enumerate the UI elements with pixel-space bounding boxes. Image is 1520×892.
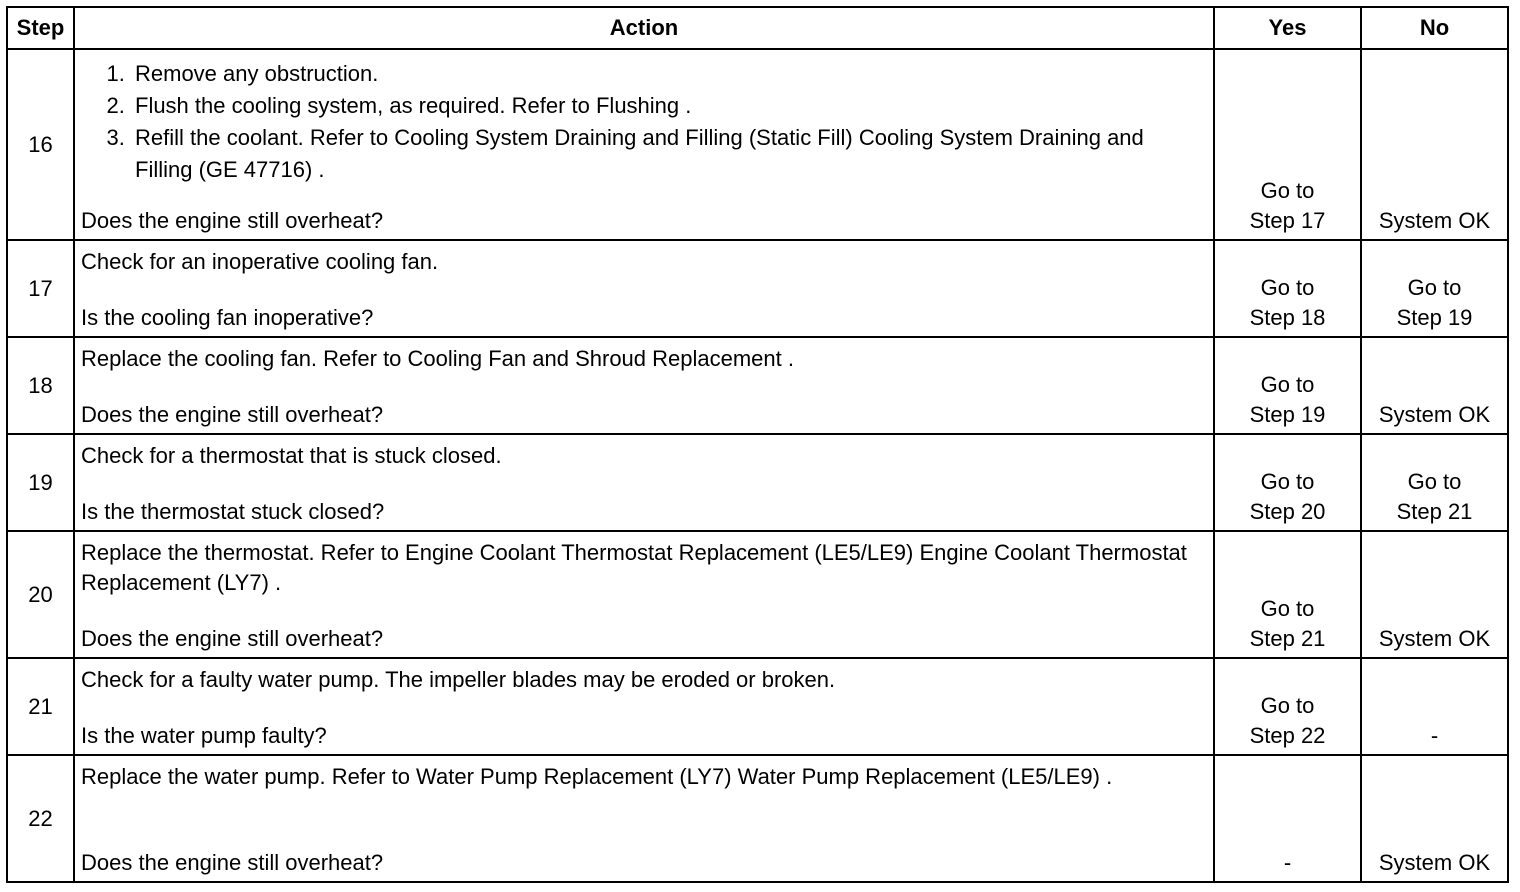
- no-result: [1361, 434, 1508, 531]
- header-no: No: [1361, 7, 1508, 49]
- step-number: 17: [7, 240, 74, 337]
- action-question: Is the water pump faulty?: [81, 723, 327, 748]
- table-row: [7, 434, 1508, 531]
- action-steps-list: [81, 58, 1207, 186]
- yes-result: [1214, 755, 1361, 882]
- yes-result-line: Go to: [1260, 596, 1315, 621]
- action-text: Replace the thermostat. Refer to Engine Coolant Thermostat Replacement (LE5/LE9) Engine Coolant Thermostat Replacement (LY7) .: [81, 540, 1187, 595]
- table-row: [7, 531, 1508, 658]
- yes-result: [1214, 337, 1361, 434]
- no-result-line: System OK: [1378, 208, 1491, 233]
- no-result-line: Go to: [1407, 275, 1462, 300]
- no-result-line: Step 19: [1396, 305, 1473, 330]
- no-result: [1361, 337, 1508, 434]
- action-step-item: 2. Flush the cooling system, as required. Refer to Flushing .: [131, 90, 1207, 122]
- yes-result-line: Go to: [1260, 178, 1315, 203]
- action-step-item: 1. Remove any obstruction.: [131, 58, 1207, 90]
- action-cell: [74, 755, 1214, 882]
- table-row: [7, 755, 1508, 882]
- header-action: Action: [74, 7, 1214, 49]
- yes-result: [1214, 531, 1361, 658]
- no-result: [1361, 531, 1508, 658]
- action-cell: [74, 240, 1214, 337]
- yes-result-line: Step 19: [1249, 402, 1326, 427]
- yes-result-line: Step 17: [1249, 208, 1326, 233]
- action-text: Check for a faulty water pump. The impeller blades may be eroded or broken.: [81, 667, 836, 692]
- action-text: Check for a thermostat that is stuck closed.: [81, 443, 502, 468]
- no-result-line: Step 21: [1396, 499, 1473, 524]
- step-number: 18: [7, 337, 74, 434]
- no-result-line: System OK: [1378, 402, 1491, 427]
- action-question: Does the engine still overheat?: [81, 850, 384, 875]
- yes-result-line: Step 20: [1249, 499, 1326, 524]
- action-cell: [74, 658, 1214, 755]
- yes-result-line: Go to: [1260, 469, 1315, 494]
- table-row: [7, 49, 1508, 240]
- action-question: Does the engine still overheat?: [81, 208, 384, 233]
- yes-result-line: Step 22: [1249, 723, 1326, 748]
- action-cell: [74, 531, 1214, 658]
- step-number: 21: [7, 658, 74, 755]
- action-cell: [74, 49, 1214, 240]
- no-result: [1361, 49, 1508, 240]
- yes-result-line: -: [1283, 850, 1292, 875]
- no-result-line: System OK: [1378, 850, 1491, 875]
- action-question: Does the engine still overheat?: [81, 402, 384, 427]
- action-cell: [74, 434, 1214, 531]
- action-text: Check for an inoperative cooling fan.: [81, 249, 439, 274]
- no-result: [1361, 240, 1508, 337]
- no-result-line: -: [1430, 723, 1439, 748]
- step-number: 19: [7, 434, 74, 531]
- no-result: [1361, 658, 1508, 755]
- yes-result-line: Go to: [1260, 372, 1315, 397]
- table-row: [7, 658, 1508, 755]
- action-step-item: 3. Refill the coolant. Refer to Cooling System Draining and Filling (Static Fill) Cooling System Draining and Filling (GE 47716) .: [131, 122, 1207, 186]
- step-number: 16: [7, 49, 74, 240]
- table-row: [7, 337, 1508, 434]
- header-yes: Yes: [1214, 7, 1361, 49]
- action-question: Is the cooling fan inoperative?: [81, 305, 374, 330]
- no-result-line: Go to: [1407, 469, 1462, 494]
- action-cell: [74, 337, 1214, 434]
- diagnostic-table: [6, 6, 1509, 883]
- no-result: [1361, 755, 1508, 882]
- action-text: Replace the water pump. Refer to Water Pump Replacement (LY7) Water Pump Replacement (LE5/LE9) .: [81, 764, 1113, 789]
- yes-result: [1214, 49, 1361, 240]
- table-row: [7, 240, 1508, 337]
- action-question: Is the thermostat stuck closed?: [81, 499, 385, 524]
- step-number: 22: [7, 755, 74, 882]
- action-text: Replace the cooling fan. Refer to Cooling Fan and Shroud Replacement .: [81, 346, 794, 371]
- action-question: Does the engine still overheat?: [81, 626, 384, 651]
- yes-result-line: Step 18: [1249, 305, 1326, 330]
- yes-result: [1214, 434, 1361, 531]
- yes-result-line: Go to: [1260, 693, 1315, 718]
- header-row: [7, 7, 1508, 49]
- no-result-line: System OK: [1378, 626, 1491, 651]
- yes-result-line: Go to: [1260, 275, 1315, 300]
- header-step: Step: [7, 7, 74, 49]
- step-number: 20: [7, 531, 74, 658]
- yes-result: [1214, 658, 1361, 755]
- yes-result: [1214, 240, 1361, 337]
- yes-result-line: Step 21: [1249, 626, 1326, 651]
